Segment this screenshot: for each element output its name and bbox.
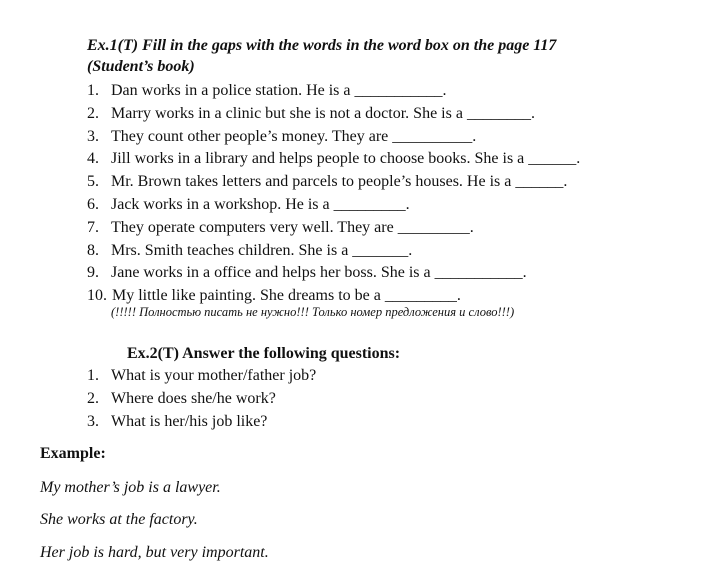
exercise-1-item bbox=[87, 171, 687, 194]
item-number: 2. bbox=[87, 390, 99, 407]
item-number: 3. bbox=[87, 127, 99, 145]
item-number: 4. bbox=[87, 150, 99, 168]
example-line: My mother’s job is a lawyer. bbox=[40, 479, 221, 496]
exercise-2-item bbox=[87, 364, 316, 387]
item-text: Jill works in a library and helps people to choose books. She is a ______. bbox=[111, 150, 581, 168]
item-text: Where does she/he work? bbox=[111, 390, 276, 407]
item-text: What is her/his job like? bbox=[111, 413, 268, 430]
item-text: Jane works in a office and helps her boss. She is a ___________. bbox=[111, 264, 527, 282]
exercise-1-title-line-2: (Student’s book) bbox=[87, 58, 195, 75]
item-number: 7. bbox=[87, 218, 99, 236]
item-text: They count other people’s money. They are __________. bbox=[111, 127, 477, 145]
item-number: 1. bbox=[87, 82, 99, 99]
item-number: 5. bbox=[87, 173, 99, 191]
item-text: Mrs. Smith teaches children. She is a _______. bbox=[111, 241, 413, 259]
example-line: Her job is hard, but very important. bbox=[40, 544, 269, 561]
item-text: What is your mother/father job? bbox=[111, 367, 317, 384]
exercise-1-item bbox=[87, 80, 687, 103]
example-label: Example: bbox=[40, 445, 106, 462]
exercise-1-item bbox=[87, 148, 687, 171]
exercise-1-item bbox=[87, 126, 687, 149]
item-number: 2. bbox=[87, 104, 99, 122]
exercise-2-list bbox=[87, 364, 316, 433]
exercise-1-item bbox=[87, 240, 687, 263]
exercise-1-title-line-1: Ex.1(T) Fill in the gaps with the words in the word box on the page 117 bbox=[87, 37, 557, 54]
exercise-2-item bbox=[87, 410, 316, 433]
exercise-1-list bbox=[87, 80, 687, 308]
exercise-1-item bbox=[87, 103, 687, 126]
item-text: They operate computers very well. They are _________. bbox=[111, 218, 474, 236]
exercise-1-item bbox=[87, 217, 687, 240]
item-number: 1. bbox=[87, 367, 99, 384]
example-line: She works at the factory. bbox=[40, 511, 198, 528]
item-text: My little like painting. She dreams to be a _________. bbox=[112, 287, 461, 305]
exercise-2-title: Ex.2(T) Answer the following questions: bbox=[127, 345, 401, 362]
item-text: Dan works in a police station. He is a ___________. bbox=[111, 82, 447, 99]
item-text: Jack works in a workshop. He is a _________. bbox=[111, 195, 410, 213]
exercise-1-title bbox=[87, 35, 687, 77]
item-number: 6. bbox=[87, 195, 99, 213]
exercise-2-item bbox=[87, 387, 316, 410]
item-number: 3. bbox=[87, 413, 99, 430]
exercise-1-item bbox=[87, 194, 687, 217]
item-number: 8. bbox=[87, 241, 99, 259]
exercise-1-item bbox=[87, 262, 687, 285]
item-text: Mr. Brown takes letters and parcels to people’s houses. He is a ______. bbox=[111, 173, 568, 191]
item-number: 10. bbox=[87, 287, 107, 305]
instruction-note: (!!!!! Полностью писать не нужно!!! Только номер предложения и слово!!!) bbox=[111, 305, 515, 319]
item-number: 9. bbox=[87, 264, 99, 282]
item-text: Marry works in a clinic but she is not a doctor. She is a ________. bbox=[111, 104, 535, 122]
